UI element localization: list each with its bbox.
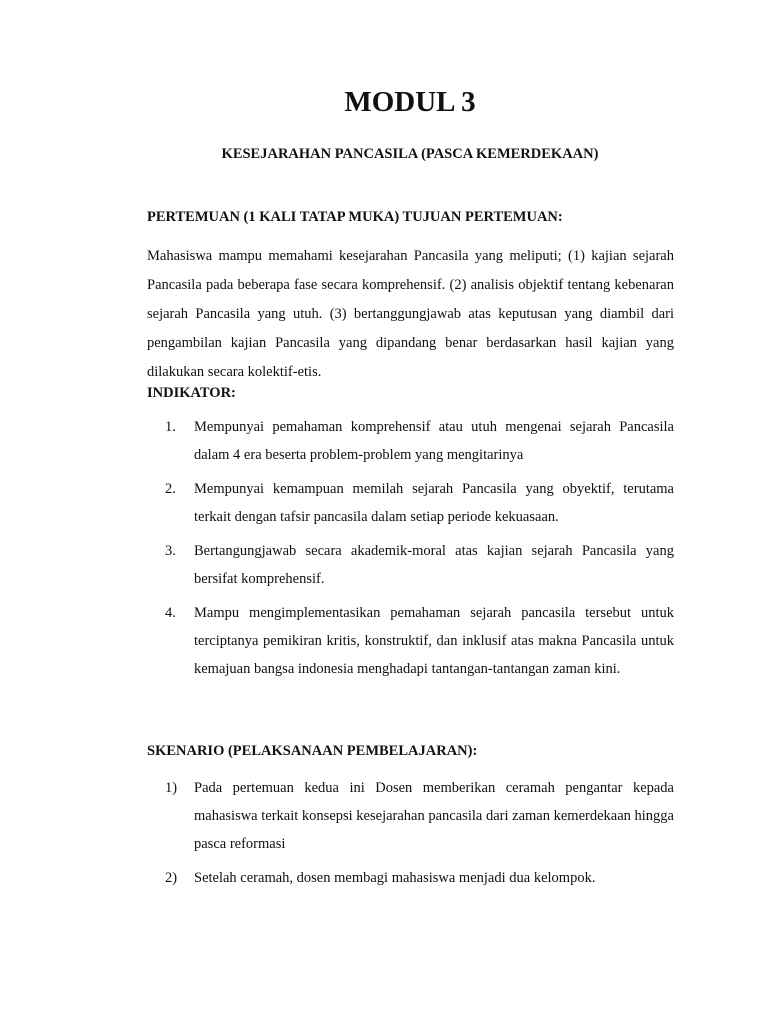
list-marker: 2. bbox=[165, 481, 176, 497]
list-item bbox=[165, 774, 674, 858]
list-item-text: Mempunyai kemampuan memilah sejarah Pancasila yang obyektif, terutama terkait dengan tafsir pancasila dalam setiap periode kekuasaan. bbox=[194, 481, 674, 525]
list-marker: 4. bbox=[165, 605, 176, 621]
list-item bbox=[165, 413, 674, 469]
indicator-heading: INDIKATOR: bbox=[147, 385, 236, 401]
list-marker: 3. bbox=[165, 543, 176, 559]
list-item bbox=[165, 537, 674, 593]
meeting-heading: PERTEMUAN (1 KALI TATAP MUKA) TUJUAN PERTEMUAN: bbox=[147, 209, 563, 225]
objective-paragraph: Mahasiswa mampu memahami kesejarahan Pancasila yang meliputi; (1) kajian sejarah Pancasila pada beberapa fase secara komprehensif. (2) analisis objektif tentang kebenaran sejarah Pancasila yang utuh. (3) bertanggungjawab atas keputusan yang diambil dari pengambilan kajian Pancasila yang dipandang benar berdasarkan hasil kajian yang dilakukan secara kolektif-etis. bbox=[147, 248, 674, 380]
list-marker: 1. bbox=[165, 419, 176, 435]
scenario-heading: SKENARIO (PELAKSANAAN PEMBELAJARAN): bbox=[147, 743, 478, 759]
list-item-text: Mempunyai pemahaman komprehensif atau utuh mengenai sejarah Pancasila dalam 4 era beserta problem-problem yang mengitarinya bbox=[194, 419, 674, 463]
list-item bbox=[165, 864, 674, 892]
list-marker: 1) bbox=[165, 780, 178, 796]
list-item-text: Pada pertemuan kedua ini Dosen memberikan ceramah pengantar kepada mahasiswa terkait konsepsi kesejarahan pancasila dari zaman kemerdekaan hingga pasca reformasi bbox=[194, 780, 674, 852]
indicator-list bbox=[165, 413, 674, 683]
list-marker: 2) bbox=[165, 870, 178, 886]
list-item-text: Setelah ceramah, dosen membagi mahasiswa menjadi dua kelompok. bbox=[194, 870, 596, 886]
page-subtitle: KESEJARAHAN PANCASILA (PASCA KEMERDEKAAN) bbox=[221, 146, 599, 162]
list-item bbox=[165, 475, 674, 531]
list-item-text: Bertangungjawab secara akademik-moral atas kajian sejarah Pancasila yang bersifat komprehensif. bbox=[194, 543, 674, 587]
page-title: MODUL 3 bbox=[344, 86, 476, 118]
scenario-list bbox=[165, 774, 674, 892]
list-item bbox=[165, 599, 674, 683]
list-item-text: Mampu mengimplementasikan pemahaman sejarah pancasila tersebut untuk terciptanya pemikiran kritis, konstruktif, dan inklusif atas makna Pancasila untuk kemajuan bangsa indonesia menghadapi tantangan-tantangan zaman kini. bbox=[194, 605, 674, 677]
